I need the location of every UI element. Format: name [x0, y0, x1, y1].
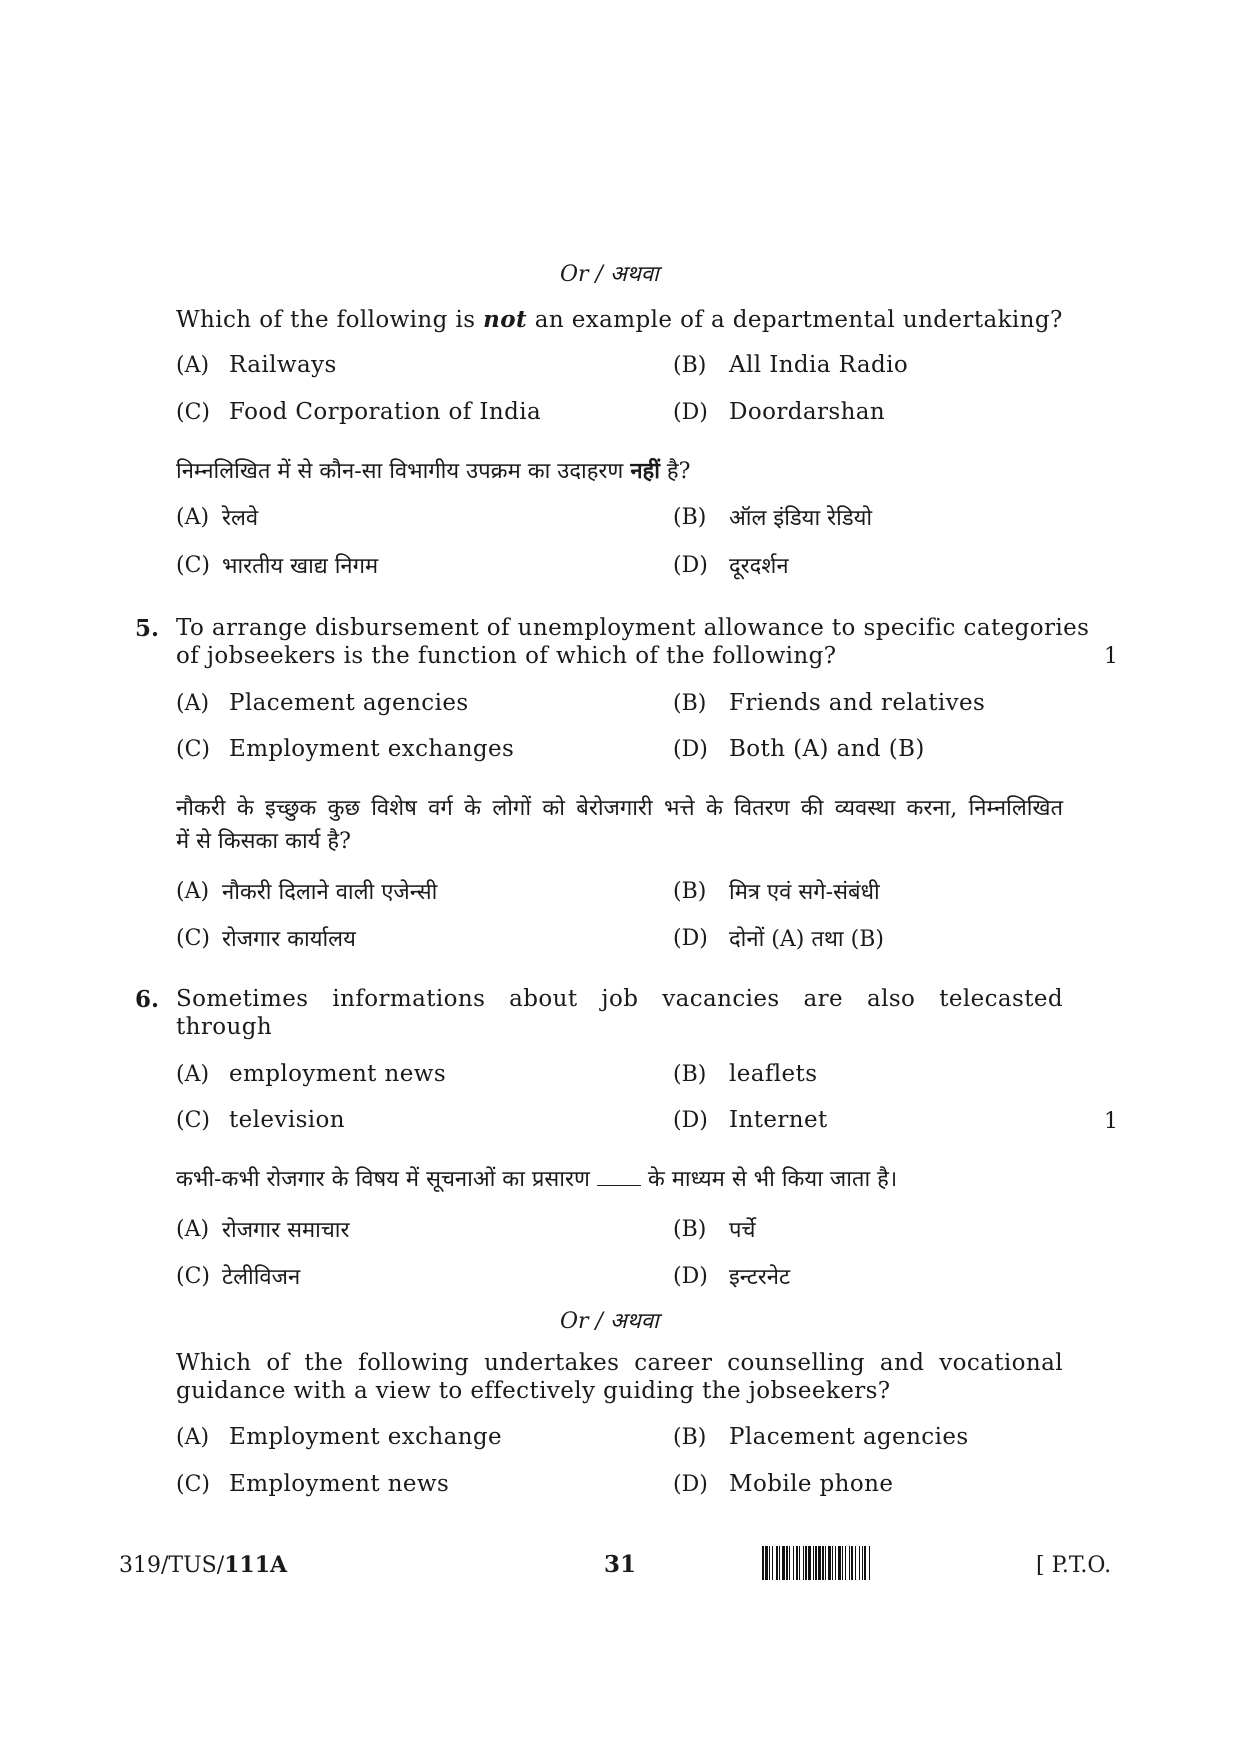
option-label: (C) [176, 553, 210, 578]
question-text-en: Sometimes informations about job vacancies are also telecasted [176, 986, 1063, 1012]
option-label: (A) [176, 691, 210, 716]
marks: 1 [1104, 1109, 1118, 1134]
option-label: (B) [673, 505, 707, 530]
option-text-hi: इन्टरनेट [729, 1265, 791, 1290]
barcode-bar [782, 1546, 785, 1580]
barcode-bar [803, 1546, 804, 1580]
barcode-bar [862, 1546, 863, 1580]
barcode-bar [779, 1546, 780, 1580]
option-label: (B) [673, 691, 707, 716]
barcode-bar [869, 1546, 870, 1580]
option-label: (D) [673, 926, 708, 951]
barcode-bar [822, 1546, 824, 1580]
question-text-en: Which of the following undertakes career counselling and vocational [176, 1350, 1063, 1376]
barcode-bar [859, 1546, 860, 1580]
option-label: (D) [673, 553, 708, 578]
barcode-bar [815, 1546, 817, 1580]
barcode-bar [786, 1546, 788, 1580]
question-number: 5. [135, 615, 160, 642]
option-label: (B) [673, 1217, 707, 1242]
question-text-hi [176, 1163, 897, 1193]
barcode-bar [796, 1546, 798, 1580]
barcode-bar [818, 1546, 821, 1580]
option-text: Food Corporation of India [229, 399, 542, 425]
question-text-post: an example of a departmental undertaking? [527, 307, 1063, 333]
option-label: (B) [673, 879, 707, 904]
option-label: (C) [176, 1108, 210, 1133]
option-label: (A) [176, 353, 210, 378]
barcode-bar [835, 1546, 836, 1580]
option-label: (A) [176, 1425, 210, 1450]
option-label: (A) [176, 879, 210, 904]
barcode-bar [799, 1546, 800, 1580]
barcode-bar [838, 1546, 841, 1580]
or-divider: Or / अथवा [560, 262, 659, 287]
option-text: leaflets [729, 1061, 818, 1087]
page-number: 31 [604, 1551, 637, 1578]
option-label: (C) [176, 1264, 210, 1289]
option-label: (D) [673, 1264, 708, 1289]
barcode-bar [789, 1546, 790, 1580]
question-text-hi [176, 455, 690, 485]
marks: 1 [1104, 644, 1118, 669]
barcode-bar [776, 1546, 778, 1580]
option-text: Friends and relatives [729, 690, 986, 716]
question-hi-post: के माध्यम से भी किया जाता है। [647, 1167, 898, 1192]
barcode-bar [832, 1546, 833, 1580]
option-text: Employment exchanges [229, 736, 515, 762]
option-label: (D) [673, 1472, 708, 1497]
barcode-bar [828, 1546, 831, 1580]
option-text-hi: टेलीविजन [222, 1265, 301, 1290]
option-text: employment news [229, 1061, 447, 1087]
barcode-bar [849, 1546, 850, 1580]
barcode-bar [851, 1546, 853, 1580]
question-hi-emphasis: नहीं [630, 458, 660, 484]
barcode-bar [845, 1546, 846, 1580]
question-hi-post: है? [659, 459, 691, 484]
question-text-en [176, 306, 1063, 333]
barcode-bar [808, 1546, 811, 1580]
option-text-hi: दूरदर्शन [729, 554, 789, 579]
option-text-hi: रोजगार कार्यालय [222, 927, 356, 952]
option-label: (D) [673, 1108, 708, 1133]
pto-marker: [ P.T.O. [1036, 1553, 1112, 1578]
question-text-en: of jobseekers is the function of which of the following? [176, 643, 837, 669]
barcode-bar [793, 1546, 794, 1580]
option-text-hi: नौकरी दिलाने वाली एजेन्सी [222, 880, 438, 905]
paper-code-prefix: 319/TUS/ [119, 1553, 225, 1578]
option-label: (B) [673, 1425, 707, 1450]
question-text-en: guidance with a view to effectively guiding the jobseekers? [176, 1378, 891, 1404]
option-text: Doordarshan [729, 399, 886, 425]
option-text: Mobile phone [729, 1471, 894, 1497]
option-label: (A) [176, 1217, 210, 1242]
barcode-bar [772, 1546, 773, 1580]
option-text-hi: भारतीय खाद्य निगम [222, 554, 379, 579]
option-text-hi: पर्चे [729, 1218, 756, 1243]
option-text: All India Radio [729, 352, 909, 378]
option-label: (B) [673, 1062, 707, 1087]
option-label: (C) [176, 926, 210, 951]
option-text: Employment exchange [229, 1424, 503, 1450]
paper-code [119, 1552, 287, 1578]
option-label: (C) [176, 1472, 210, 1497]
question-hi-pre: कभी-कभी रोजगार के विषय में सूचनाओं का प्रसारण [176, 1167, 590, 1192]
option-text-hi: दोनों (A) तथा (B) [729, 927, 884, 952]
barcode-bar [765, 1546, 768, 1580]
option-label: (A) [176, 505, 210, 530]
barcode-bar [855, 1546, 856, 1580]
option-text: Employment news [229, 1471, 450, 1497]
option-label: (D) [673, 737, 708, 762]
barcode-bar [864, 1546, 866, 1580]
question-text-hi: नौकरी के इच्छुक कुछ विशेष वर्ग के लोगों को बेरोजगारी भत्ते के वितरण की व्यवस्था करना, निम्नलिखित [176, 796, 1063, 821]
option-label: (B) [673, 353, 707, 378]
question-text-hi: में से किसका कार्य है? [176, 829, 351, 854]
paper-code-series: 111A [224, 1552, 288, 1578]
option-text: Both (A) and (B) [729, 736, 925, 762]
barcode-bar [762, 1546, 764, 1580]
option-label: (C) [176, 737, 210, 762]
option-label: (A) [176, 1062, 210, 1087]
barcode-bar [813, 1546, 814, 1580]
question-text-pre: Which of the following is [176, 307, 484, 333]
question-text-en: To arrange disbursement of unemployment allowance to specific categories [176, 615, 1090, 641]
fill-in-blank [597, 1167, 641, 1186]
question-number: 6. [135, 986, 160, 1013]
option-text-hi: रोजगार समाचार [222, 1218, 350, 1243]
option-text-hi: ऑल इंडिया रेडियो [729, 506, 873, 531]
barcode-bar [805, 1546, 807, 1580]
question-hi-pre: निम्नलिखित में से कौन-सा विभागीय उपक्रम का उदाहरण [176, 459, 631, 484]
option-label: (C) [176, 400, 210, 425]
barcode-bar [825, 1546, 826, 1580]
barcode-bar [769, 1546, 770, 1580]
or-divider: Or / अथवा [560, 1309, 659, 1334]
option-text-hi: मित्र एवं सगे-संबंधी [729, 880, 880, 905]
option-label: (D) [673, 400, 708, 425]
option-text: Railways [229, 352, 337, 378]
question-emphasis: not [483, 306, 528, 333]
option-text: Placement agencies [729, 1424, 969, 1450]
option-text: Placement agencies [229, 690, 469, 716]
question-text-en: through [176, 1014, 273, 1040]
barcode [762, 1546, 1018, 1580]
option-text: Internet [729, 1107, 828, 1133]
option-text-hi: रेलवे [222, 506, 259, 531]
option-text: television [229, 1107, 345, 1133]
barcode-bar [842, 1546, 843, 1580]
